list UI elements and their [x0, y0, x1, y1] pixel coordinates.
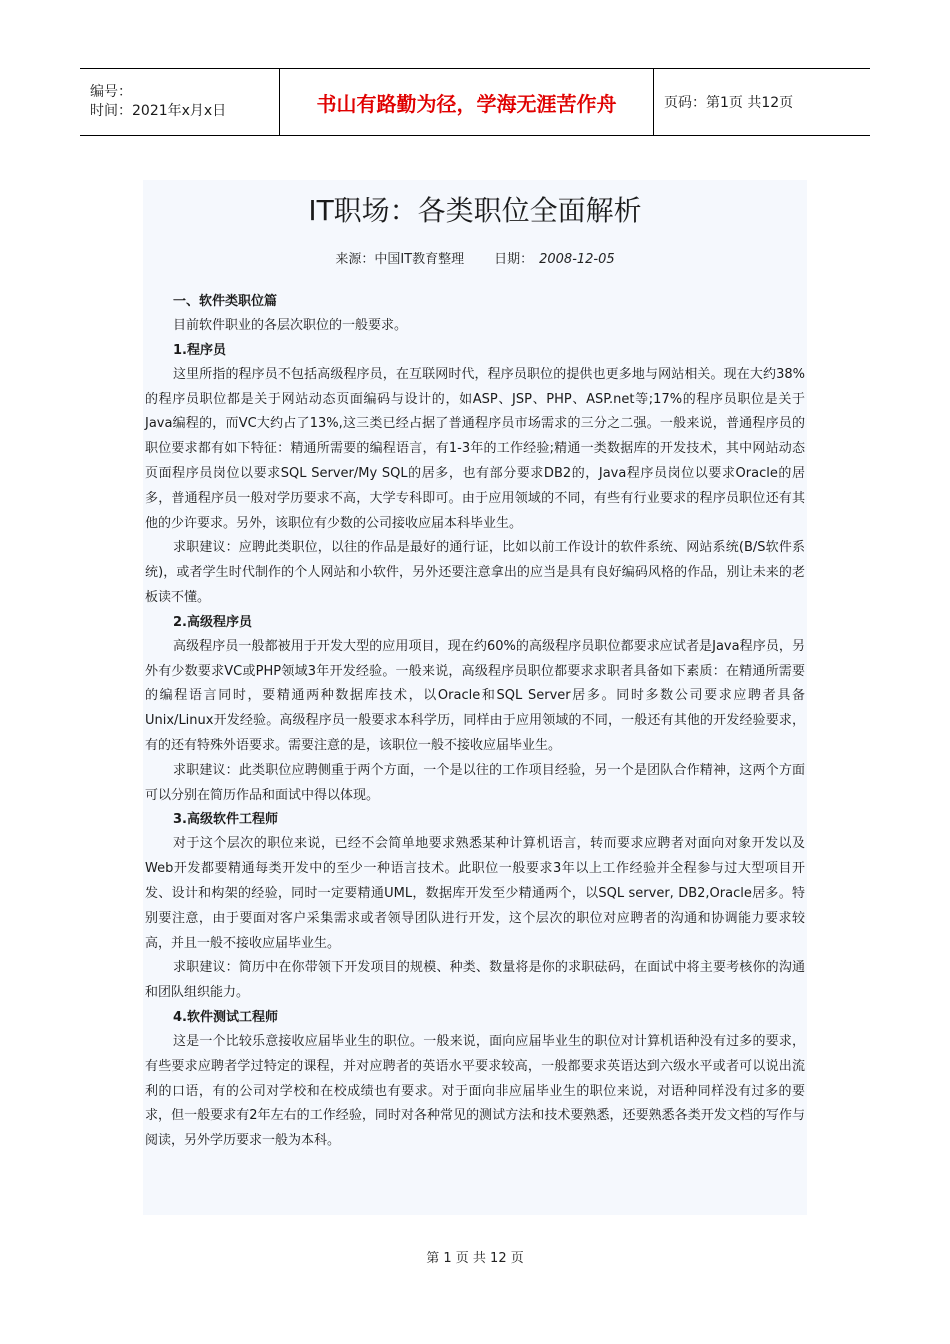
paragraph: 求职建议：此类职位应聘侧重于两个方面，一个是以往的工作项目经验，另一个是团队合作精神，这两个方面可以分别在简历作品和面试中得以体现。 [145, 762, 805, 803]
subsection-heading-senior-engineer: 3.高级软件工程师 [173, 812, 278, 828]
paragraph: 高级程序员一般都被用于开发大型的应用项目，现在约60%的高级程序员职位都要求应试者是Java程序员，另外有少数要求VC或PHP领域3年开发经验。一般来说，高级程序员职位都要求求职者具备如下素质：在精通所需要的编程语言同时，要精通两种数据库技术，以Oracle和SQL Server居多。同时多数公司要求应聘者具备Unix/Linux开发经验。高级程序员一般要求本科学历，同样由于应用领域的不同，一般还有其他的开发经验要求，有的还有特殊外语要求。需要注意的是，该职位一般不接收应届毕业生。 [145, 638, 805, 753]
number-label: 编号： [90, 84, 132, 100]
section-heading: 一、软件类职位篇 [173, 294, 278, 309]
article-source: 来源：中国IT教育整理 [335, 252, 465, 267]
page-info: 页码：第1页 共12页 [664, 95, 794, 111]
page-footer: 第 1 页 共 12 页 [426, 1251, 524, 1266]
date-label: 日期： [494, 252, 534, 267]
header-left-cell [80, 69, 280, 135]
motto-text: 书山有路勤为径，学海无涯苦作舟 [316, 91, 617, 116]
article-body [143, 180, 807, 1215]
paragraph: 这里所指的程序员不包括高级程序员，在互联网时代，程序员职位的提供也更多地与网站相关。现在大约38%的程序员职位都是关于网站动态页面编码与设计的，如ASP、JSP、PHP、ASP.net等;17%的程序员职位是关于Java编程的，而VC大约占了13%,这三类已经占据了普通程序员市场需求的三分之二强。一般来说，普通程序员的职位要求都有如下特征：精通所需要的编程语言，有1-3年的工作经验;精通一类数据库的开发技术，其中网站动态页面程序员岗位以要求SQL Server/My SQL的居多，也有部分要求DB2的，Java程序员岗位以要求Oracle的居多，普通程序员一般对学历要求不高，大学专科即可。由于应用领域的不同，有些有行业要求的程序员职位还有其他的少许要求。另外，该职位有少数的公司接收应届本科毕业生。 [145, 366, 805, 531]
subsection-heading-test-engineer: 4.软件测试工程师 [173, 1009, 278, 1025]
article-meta [145, 250, 805, 270]
time-label: 时间：2021年x月x日 [90, 103, 227, 119]
subsection-heading-senior-programmer: 2.高级程序员 [173, 614, 252, 630]
header-motto-cell [280, 69, 654, 135]
article-date: 2008-12-05 [539, 252, 615, 267]
intro-paragraph: 目前软件职业的各层次职位的一般要求。 [173, 318, 408, 333]
article-title: IT职场：各类职位全面解析 [308, 194, 642, 227]
paragraph: 对于这个层次的职位来说，已经不会简单地要求熟悉某种计算机语言，转而要求应聘者对面向对象开发以及Web开发都要精通每类开发中的至少一种语言技术。此职位一般要求3年以上工作经验并全程参与过大型项目开发、设计和构架的经验，同时一定要精通UML，数据库开发至少精通两个，以SQL server, DB2,Oracle居多。特别要注意，由于要面对客户采集需求或者领导团队进行开发，这个层次的职位对应聘者的沟通和协调能力要求较高，并且一般不接收应届毕业生。 [145, 836, 805, 951]
paragraph: 求职建议：简历中在你带领下开发项目的规模、种类、数量将是你的求职砝码，在面试中将主要考核你的沟通和团队组织能力。 [145, 960, 805, 1001]
paragraph: 这是一个比较乐意接收应届毕业生的职位。一般来说，面向应届毕业生的职位对计算机语种没有过多的要求，有些要求应聘者学过特定的课程，并对应聘者的英语水平要求较高，一般都要求英语达到六级水平或者可以说出流利的口语，有的公司对学校和在校成绩也有要求。对于面向非应届毕业生的职位来说，对语种同样没有过多的要求，但一般要求有2年左右的工作经验，同时对各种常见的测试方法和技术要熟悉，还要熟悉各类开发文档的写作与阅读，另外学历要求一般为本科。 [145, 1033, 805, 1149]
paragraph: 求职建议：应聘此类职位，以往的作品是最好的通行证，比如以前工作设计的软件系统、网站系统(B/S软件系统)，或者学生时代制作的个人网站和小软件，另外还要注意拿出的应当是具有良好编码风格的作品，别让未来的老板读不懂。 [145, 540, 805, 605]
document-header [80, 68, 870, 136]
subsection-heading-programmer: 1.程序员 [173, 342, 226, 358]
header-page-cell [654, 69, 870, 135]
